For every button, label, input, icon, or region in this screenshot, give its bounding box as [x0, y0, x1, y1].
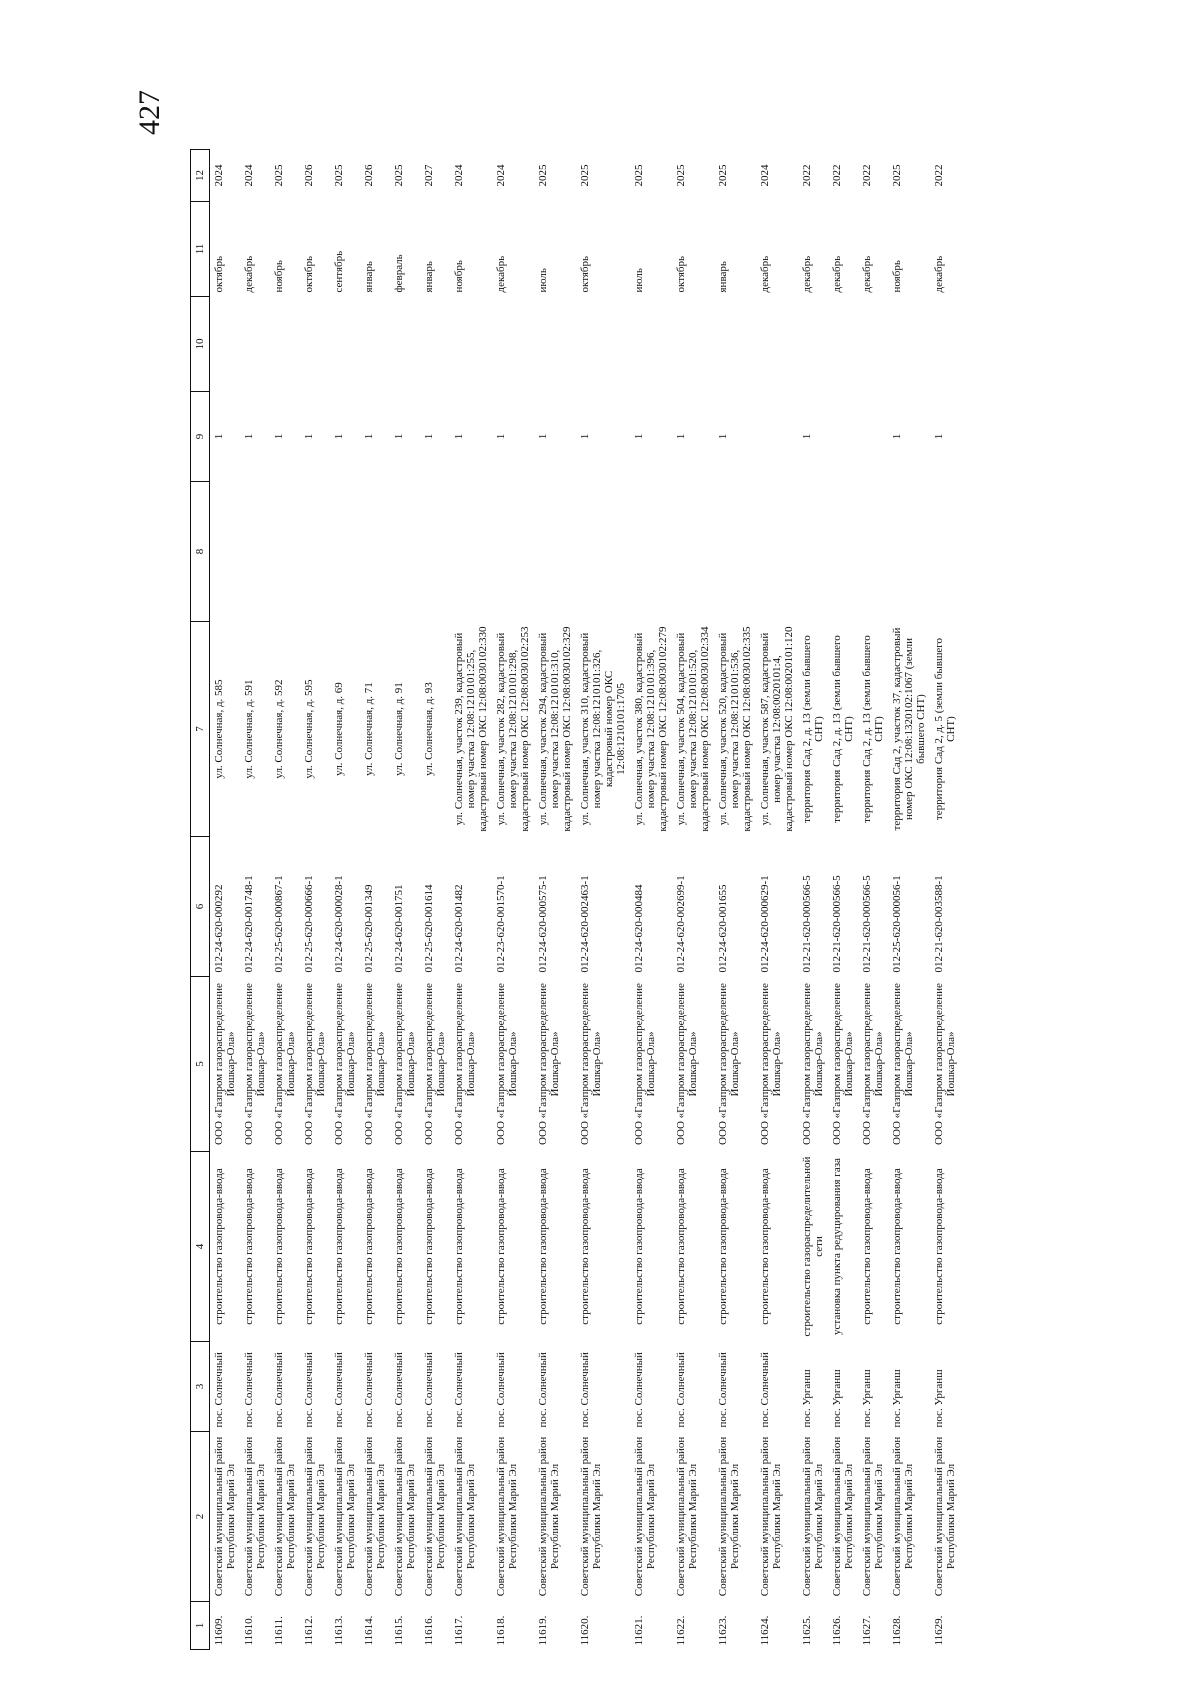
month-cell: февраль	[393, 254, 405, 293]
quantity-cell: 1	[453, 433, 465, 440]
district-cell: Советский муниципальный район Республики Марий Эл	[273, 1436, 297, 1597]
work-type-cell: строительство газопровода-ввода	[423, 1168, 435, 1325]
address-cell: территория Сад 2, д. 13 (земли бывшего СНТ)	[831, 635, 855, 823]
year-cell: 2025	[393, 164, 405, 187]
column-8-cell	[300, 482, 330, 622]
quantity-cell: 1	[333, 433, 345, 440]
column-10-cell	[450, 297, 492, 392]
work-type-cell: строительство газопровода-ввода	[579, 1168, 591, 1325]
table-row	[930, 150, 960, 1650]
work-type-cell: строительство газопровода-ввода	[453, 1168, 465, 1325]
address-cell: территория Сад 2, участок 37, кадастровый номер ОКС 12:08:1320102:1067 (земли бывшего СНТ)	[891, 627, 927, 831]
column-10-cell	[630, 297, 672, 392]
year-cell: 2022	[831, 164, 843, 187]
column-10-cell	[390, 297, 420, 392]
year-cell: 2027	[423, 164, 435, 187]
address-cell: ул. Солнечная, участок 587, кадастровый номер участка 12:08:0020101:4, кадастровый номер ОКС 12:08:0020101:120	[759, 626, 795, 832]
work-type-cell: установка пункта редуцирования газа	[831, 1158, 843, 1335]
table-row	[672, 150, 714, 1650]
work-type-cell: строительство газопровода-ввода	[363, 1168, 375, 1325]
column-header: 9	[191, 392, 210, 482]
organization-cell: ООО «Газпром газораспределение Йошкар-Ола»	[273, 983, 297, 1145]
work-type-cell: строительство газопровода-ввода	[213, 1168, 225, 1325]
organization-cell: ООО «Газпром газораспределение Йошкар-Ола»	[495, 983, 519, 1145]
column-header: 10	[191, 297, 210, 392]
address-cell: ул. Солнечная, д. 71	[363, 682, 375, 776]
quantity-cell	[756, 392, 798, 482]
settlement-cell: пос. Солнечный	[273, 1352, 285, 1428]
work-type-cell: строительство газораспределительной сети	[801, 1156, 825, 1337]
column-10-cell	[330, 297, 360, 392]
quantity-cell: 1	[393, 433, 405, 440]
organization-cell: ООО «Газпром газораспределение Йошкар-Ола»	[537, 983, 561, 1145]
district-cell: Советский муниципальный район Республики Марий Эл	[495, 1436, 519, 1597]
page-number: 427	[133, 90, 166, 135]
code-cell: 012-24-620-002699-1	[675, 875, 687, 973]
organization-cell: ООО «Газпром газораспределение Йошкар-Ола»	[213, 983, 237, 1145]
quantity-cell: 1	[495, 433, 507, 440]
column-header: 3	[191, 1342, 210, 1432]
month-cell: ноябрь	[453, 260, 465, 293]
district-cell: Советский муниципальный район Республики Марий Эл	[303, 1436, 327, 1597]
row-number: 11613.	[333, 1615, 345, 1646]
settlement-cell: пос. Солнечный	[393, 1352, 405, 1428]
district-cell: Советский муниципальный район Республики Марий Эл	[333, 1436, 357, 1597]
work-type-cell: строительство газопровода-ввода	[759, 1168, 771, 1325]
organization-cell: ООО «Газпром газораспределение Йошкар-Ола»	[891, 983, 915, 1145]
district-cell: Советский муниципальный район Республики Марий Эл	[363, 1436, 387, 1597]
column-10-cell	[300, 297, 330, 392]
year-cell: 2025	[537, 164, 549, 187]
data-table	[190, 149, 960, 1650]
month-cell: январь	[363, 261, 375, 293]
district-cell: Советский муниципальный район Республики Марий Эл	[213, 1436, 237, 1597]
address-cell: ул. Солнечная, д. 592	[273, 679, 285, 779]
table-body	[210, 150, 961, 1650]
quantity-cell: 1	[633, 433, 645, 440]
organization-cell: ООО «Газпром газораспределение Йошкар-Ола»	[363, 983, 387, 1145]
organization-cell: ООО «Газпром газораспределение Йошкар-Ола»	[675, 983, 699, 1145]
row-number: 11622.	[675, 1615, 687, 1646]
column-header: 11	[191, 202, 210, 297]
column-8-cell	[210, 482, 241, 622]
year-cell: 2022	[861, 164, 873, 187]
table-row	[714, 150, 756, 1650]
column-header: 4	[191, 1152, 210, 1342]
row-number: 11626.	[831, 1615, 843, 1646]
code-cell: 012-21-620-003588-1	[933, 875, 945, 973]
column-8-cell	[390, 482, 420, 622]
column-header: 8	[191, 482, 210, 622]
quantity-cell: 1	[243, 433, 255, 440]
column-10-cell	[858, 297, 888, 392]
address-cell: ул. Солнечная, участок 504, кадастровый номер участка 12:08:1210101:520, кадастровый номер ОКС 12:08:0030102:334	[675, 626, 711, 832]
settlement-cell: пос. Урганш	[933, 1369, 945, 1428]
column-8-cell	[270, 482, 300, 622]
work-type-cell: строительство газопровода-ввода	[633, 1168, 645, 1325]
column-10-cell	[930, 297, 960, 392]
year-cell: 2025	[891, 164, 903, 187]
code-cell: 012-24-620-000629-1	[759, 875, 771, 973]
settlement-cell: пос. Солнечный	[453, 1352, 465, 1428]
settlement-cell: пос. Солнечный	[333, 1352, 345, 1428]
settlement-cell: пос. Солнечный	[537, 1352, 549, 1428]
year-cell: 2025	[717, 164, 729, 187]
column-8-cell	[630, 482, 672, 622]
district-cell: Советский муниципальный район Республики Марий Эл	[891, 1436, 915, 1597]
district-cell: Советский муниципальный район Республики Марий Эл	[717, 1436, 741, 1597]
district-cell: Советский муниципальный район Республики Марий Эл	[801, 1436, 825, 1597]
organization-cell: ООО «Газпром газораспределение Йошкар-Ола»	[333, 983, 357, 1145]
column-8-cell	[492, 482, 534, 622]
row-number: 11620.	[579, 1615, 591, 1646]
work-type-cell: строительство газопровода-ввода	[717, 1168, 729, 1325]
column-10-cell	[360, 297, 390, 392]
code-cell: 012-25-620-000056-1	[891, 875, 903, 973]
code-cell: 012-25-620-001349	[363, 884, 375, 973]
row-number: 11629.	[933, 1615, 945, 1646]
table-row	[360, 150, 390, 1650]
month-cell: декабрь	[933, 255, 945, 293]
organization-cell: ООО «Газпром газораспределение Йошкар-Ола»	[717, 983, 741, 1145]
district-cell: Советский муниципальный район Республики Марий Эл	[633, 1436, 657, 1597]
district-cell: Советский муниципальный район Республики Марий Эл	[861, 1436, 885, 1597]
column-10-cell	[714, 297, 756, 392]
settlement-cell: пос. Солнечный	[363, 1352, 375, 1428]
column-8-cell	[858, 482, 888, 622]
column-header: 2	[191, 1432, 210, 1602]
quantity-cell: 1	[579, 433, 591, 440]
month-cell: октябрь	[675, 255, 687, 293]
month-cell: ноябрь	[273, 260, 285, 293]
settlement-cell: пос. Солнечный	[759, 1352, 771, 1428]
row-number: 11610.	[243, 1615, 255, 1646]
table-row	[798, 150, 828, 1650]
address-cell: ул. Солнечная, участок 380, кадастровый номер участка 12:08:1210101:396, кадастровый номер ОКС 12:08:0030102:279	[633, 626, 669, 832]
settlement-cell: пос. Солнечный	[633, 1352, 645, 1428]
column-header: 5	[191, 977, 210, 1152]
table-row	[210, 150, 241, 1650]
district-cell: Советский муниципальный район Республики Марий Эл	[759, 1436, 783, 1597]
row-number: 11628.	[891, 1615, 903, 1646]
settlement-cell: пос. Солнечный	[213, 1352, 225, 1428]
work-type-cell: строительство газопровода-ввода	[273, 1168, 285, 1325]
settlement-cell: пос. Урганш	[801, 1369, 813, 1428]
quantity-cell: 1	[273, 433, 285, 440]
table-row	[450, 150, 492, 1650]
month-cell: декабрь	[831, 255, 843, 293]
work-type-cell: строительство газопровода-ввода	[333, 1168, 345, 1325]
row-number: 11612.	[303, 1615, 315, 1646]
column-8-cell	[240, 482, 270, 622]
column-8-cell	[330, 482, 360, 622]
year-cell: 2024	[243, 164, 255, 187]
address-cell: территория Сад 2, д. 13 (земли бывшего СНТ)	[801, 635, 825, 823]
header-row	[191, 150, 210, 1650]
year-cell: 2024	[453, 164, 465, 187]
work-type-cell: строительство газопровода-ввода	[675, 1168, 687, 1325]
column-8-cell	[930, 482, 960, 622]
work-type-cell: строительство газопровода-ввода	[303, 1168, 315, 1325]
organization-cell: ООО «Газпром газораспределение Йошкар-Ола»	[801, 983, 825, 1145]
quantity-cell: 1	[717, 433, 729, 440]
table-row	[300, 150, 330, 1650]
code-cell: 012-21-620-000566-5	[801, 875, 813, 973]
work-type-cell: строительство газопровода-ввода	[495, 1168, 507, 1325]
month-cell: октябрь	[303, 255, 315, 293]
row-number: 11627.	[861, 1615, 873, 1646]
table-row	[270, 150, 300, 1650]
settlement-cell: пос. Солнечный	[717, 1352, 729, 1428]
column-10-cell	[828, 297, 858, 392]
table-row	[630, 150, 672, 1650]
address-cell: ул. Солнечная, участок 282, кадастровый номер участка 12:08:1210101:298, кадастровый номер ОКС 12:08:0030102:253	[495, 626, 531, 832]
year-cell: 2024	[759, 164, 771, 187]
settlement-cell: пос. Солнечный	[579, 1352, 591, 1428]
address-cell: территория Сад 2, д. 13 (земли бывшего СНТ)	[861, 635, 885, 823]
settlement-cell: пос. Солнечный	[243, 1352, 255, 1428]
work-type-cell: строительство газопровода-ввода	[393, 1168, 405, 1325]
settlement-cell: пос. Урганш	[861, 1369, 873, 1428]
table-row	[756, 150, 798, 1650]
year-cell: 2025	[633, 164, 645, 187]
quantity-cell: 1	[933, 433, 945, 440]
district-cell: Советский муниципальный район Республики Марий Эл	[453, 1436, 477, 1597]
month-cell: октябрь	[579, 255, 591, 293]
work-type-cell: строительство газопровода-ввода	[933, 1168, 945, 1325]
row-number: 11623.	[717, 1615, 729, 1646]
column-10-cell	[888, 297, 930, 392]
row-number: 11618.	[495, 1615, 507, 1646]
settlement-cell: пос. Солнечный	[495, 1352, 507, 1428]
year-cell: 2024	[495, 164, 507, 187]
row-number: 11616.	[423, 1615, 435, 1646]
month-cell: ноябрь	[891, 260, 903, 293]
district-cell: Советский муниципальный район Республики Марий Эл	[393, 1436, 417, 1597]
column-8-cell	[756, 482, 798, 622]
settlement-cell: пос. Урганш	[831, 1369, 843, 1428]
code-cell: 012-25-620-001614	[423, 884, 435, 973]
district-cell: Советский муниципальный район Республики Марий Эл	[243, 1436, 267, 1597]
row-number: 11611.	[273, 1616, 285, 1646]
quantity-cell: 1	[891, 433, 903, 440]
table-row	[828, 150, 858, 1650]
settlement-cell: пос. Урганш	[891, 1369, 903, 1428]
code-cell: 012-24-620-001482	[453, 884, 465, 973]
column-10-cell	[672, 297, 714, 392]
column-header: 12	[191, 150, 210, 202]
work-type-cell: строительство газопровода-ввода	[861, 1168, 873, 1325]
organization-cell: ООО «Газпром газораспределение Йошкар-Ола»	[423, 983, 447, 1145]
code-cell: 012-21-620-000566-5	[831, 875, 843, 973]
address-cell: ул. Солнечная, д. 93	[423, 682, 435, 776]
column-8-cell	[360, 482, 390, 622]
organization-cell: ООО «Газпром газораспределение Йошкар-Ола»	[303, 983, 327, 1145]
address-cell: ул. Солнечная, д. 91	[393, 682, 405, 776]
quantity-cell: 1	[423, 433, 435, 440]
work-type-cell: строительство газопровода-ввода	[243, 1168, 255, 1325]
quantity-cell: 1	[675, 433, 687, 440]
month-cell: декабрь	[759, 255, 771, 293]
code-cell: 012-21-620-000566-5	[861, 875, 873, 973]
code-cell: 012-24-620-001751	[393, 884, 405, 973]
address-cell: ул. Солнечная, д. 595	[303, 679, 315, 779]
column-10-cell	[534, 297, 576, 392]
district-cell: Советский муниципальный район Республики Марий Эл	[675, 1436, 699, 1597]
organization-cell: ООО «Газпром газораспределение Йошкар-Ола»	[579, 983, 603, 1145]
month-cell: декабрь	[243, 255, 255, 293]
address-cell: ул. Солнечная, д. 591	[243, 679, 255, 779]
table-row	[240, 150, 270, 1650]
code-cell: 012-23-620-001570-1	[495, 875, 507, 973]
row-number: 11615.	[393, 1615, 405, 1646]
district-cell: Советский муниципальный район Республики Марий Эл	[831, 1436, 855, 1597]
address-cell: ул. Солнечная, участок 294, кадастровый номер участка 12:08:1210101:310, кадастровый номер ОКС 12:08:0030102:329	[537, 626, 573, 832]
row-number: 11625.	[801, 1615, 813, 1646]
row-number: 11609.	[213, 1615, 225, 1646]
month-cell: октябрь	[213, 255, 225, 293]
district-cell: Советский муниципальный район Республики Марий Эл	[933, 1436, 957, 1597]
column-header: 1	[191, 1602, 210, 1650]
column-header: 7	[191, 622, 210, 837]
column-8-cell	[798, 482, 828, 622]
year-cell: 2025	[579, 164, 591, 187]
quantity-cell: 1	[213, 433, 225, 440]
column-header: 6	[191, 837, 210, 977]
address-cell: ул. Солнечная, д. 585	[213, 679, 225, 779]
column-10-cell	[210, 297, 241, 392]
settlement-cell: пос. Солнечный	[675, 1352, 687, 1428]
code-cell: 012-24-620-001655	[717, 884, 729, 973]
organization-cell: ООО «Газпром газораспределение Йошкар-Ола»	[453, 983, 477, 1145]
row-number: 11617.	[453, 1615, 465, 1646]
column-8-cell	[828, 482, 858, 622]
address-cell: территория Сад 2, д. 5 (земли бывшего СНТ)	[933, 637, 957, 821]
row-number: 11624.	[759, 1615, 771, 1646]
column-10-cell	[420, 297, 450, 392]
organization-cell: ООО «Газпром газораспределение Йошкар-Ола»	[759, 983, 783, 1145]
code-cell: 012-24-620-002463-1	[579, 875, 591, 973]
column-10-cell	[492, 297, 534, 392]
year-cell: 2025	[333, 164, 345, 187]
column-10-cell	[576, 297, 630, 392]
row-number: 11614.	[363, 1615, 375, 1646]
quantity-cell: 1	[537, 433, 549, 440]
column-8-cell	[576, 482, 630, 622]
organization-cell: ООО «Газпром газораспределение Йошкар-Ола»	[633, 983, 657, 1145]
code-cell: 012-24-620-000292	[213, 884, 225, 973]
quantity-cell: 1	[303, 433, 315, 440]
year-cell: 2026	[363, 164, 375, 187]
column-10-cell	[798, 297, 828, 392]
address-cell: ул. Солнечная, участок 239, кадастровый номер участка 12:08:1210101:255, кадастровый номер ОКС 12:08:0030102:330	[453, 626, 489, 832]
address-cell: ул. Солнечная, д. 69	[333, 682, 345, 776]
row-number: 11621.	[633, 1615, 645, 1646]
code-cell: 012-25-620-000867-1	[273, 875, 285, 973]
column-8-cell	[714, 482, 756, 622]
column-10-cell	[240, 297, 270, 392]
quantity-cell	[828, 392, 858, 482]
district-cell: Советский муниципальный район Республики Марий Эл	[537, 1436, 561, 1597]
column-10-cell	[270, 297, 300, 392]
year-cell: 2025	[675, 164, 687, 187]
code-cell: 012-24-620-000484	[633, 884, 645, 973]
table-row	[390, 150, 420, 1650]
code-cell: 012-25-620-000666-1	[303, 875, 315, 973]
month-cell: январь	[423, 261, 435, 293]
month-cell: декабрь	[801, 255, 813, 293]
code-cell: 012-24-620-001748-1	[243, 875, 255, 973]
column-8-cell	[534, 482, 576, 622]
table-row	[858, 150, 888, 1650]
organization-cell: ООО «Газпром газораспределение Йошкар-Ола»	[243, 983, 267, 1145]
work-type-cell: строительство газопровода-ввода	[891, 1168, 903, 1325]
settlement-cell: пос. Солнечный	[303, 1352, 315, 1428]
rotated-table-container	[190, 150, 1190, 1650]
table-row	[420, 150, 450, 1650]
district-cell: Советский муниципальный район Республики Марий Эл	[423, 1436, 447, 1597]
organization-cell: ООО «Газпром газораспределение Йошкар-Ола»	[861, 983, 885, 1145]
quantity-cell: 1	[801, 433, 813, 440]
quantity-cell: 1	[363, 433, 375, 440]
organization-cell: ООО «Газпром газораспределение Йошкар-Ола»	[393, 983, 417, 1145]
month-cell: июль	[537, 268, 549, 293]
month-cell: сентябрь	[333, 250, 345, 293]
work-type-cell: строительство газопровода-ввода	[537, 1168, 549, 1325]
column-8-cell	[450, 482, 492, 622]
year-cell: 2025	[273, 164, 285, 187]
district-cell: Советский муниципальный район Республики Марий Эл	[579, 1436, 603, 1597]
quantity-cell	[858, 392, 888, 482]
month-cell: декабрь	[861, 255, 873, 293]
table-row	[492, 150, 534, 1650]
column-10-cell	[756, 297, 798, 392]
table-row	[534, 150, 576, 1650]
address-cell: ул. Солнечная, участок 520, кадастровый номер участка 12:08:1210101:536, кадастровый номер ОКС 12:08:0030102:335	[717, 626, 753, 832]
year-cell: 2024	[213, 164, 225, 187]
column-8-cell	[420, 482, 450, 622]
month-cell: июль	[633, 268, 645, 293]
month-cell: январь	[717, 261, 729, 293]
year-cell: 2022	[933, 164, 945, 187]
month-cell: декабрь	[495, 255, 507, 293]
table-row	[576, 150, 630, 1650]
table-row	[888, 150, 930, 1650]
organization-cell: ООО «Газпром газораспределение Йошкар-Ола»	[831, 983, 855, 1145]
year-cell: 2026	[303, 164, 315, 187]
address-cell: ул. Солнечная, участок 310, кадастровый номер участка 12:08:1210101:326, кадастровый номер ОКС 12:08:1210101:1705	[579, 632, 627, 826]
code-cell: 012-24-620-000575-1	[537, 875, 549, 973]
column-8-cell	[672, 482, 714, 622]
row-number: 11619.	[537, 1615, 549, 1646]
year-cell: 2022	[801, 164, 813, 187]
table-row	[330, 150, 360, 1650]
organization-cell: ООО «Газпром газораспределение Йошкар-Ола»	[933, 983, 957, 1145]
column-8-cell	[888, 482, 930, 622]
code-cell: 012-24-620-000028-1	[333, 875, 345, 973]
settlement-cell: пос. Солнечный	[423, 1352, 435, 1428]
